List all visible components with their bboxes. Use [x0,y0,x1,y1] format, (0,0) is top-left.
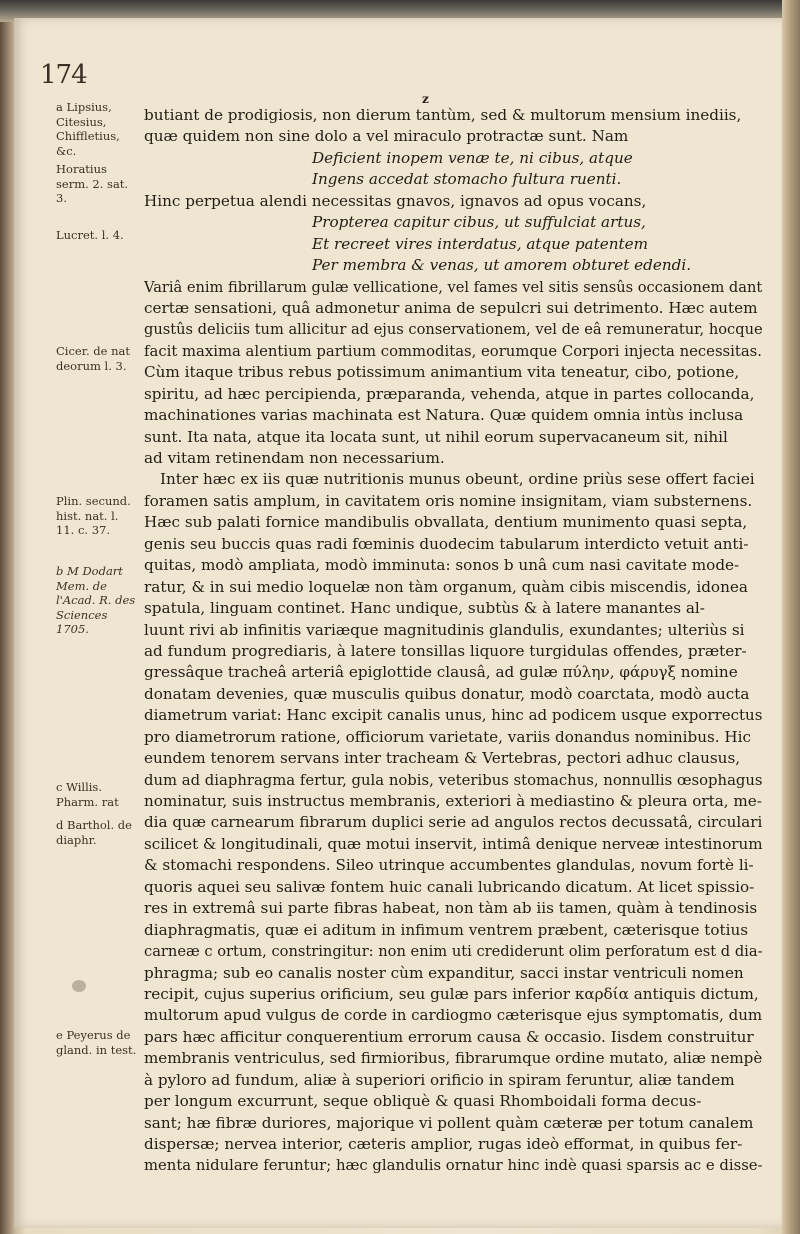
text-line: Variâ enim fibrillarum gulæ vellicatione, vel fames vel sitis sensûs occasionem dant [144,278,763,296]
text-line: gustûs deliciis tum allicitur ad ejus conservationem, vel de eâ remuneratur, hocque [144,321,763,339]
text-line: recipit, cujus superius orificium, seu gulæ pars inferior καρδία antiquis dictum, [144,984,759,1003]
text-line: quitas, modò ampliata, modò imminuta: sonos b unâ cum nasi cavitate mode- [144,556,740,575]
text-line: genis seu buccis quas radi fœminis duodecim tabularum interdicto vetuit anti- [144,534,749,553]
text-line: res in extremâ sui parte fibras habeat, non tàm ab iis tamen, quàm à tendinosis [144,899,758,918]
text-line: quoris aquei seu salivæ fontem huic canali lubricando dicatum. At licet spissio- [144,877,755,896]
text-line: dia quæ carnearum fibrarum duplici serie ad angulos rectos decussatâ, circulari [144,813,763,832]
text-line: diametrum variat: Hanc excipit canalis unus, hinc ad podicem usque exporrectus [144,706,763,725]
text-line: dum ad diaphragma fertur, gula nobis, veteribus stomachus, nonnullis œsophagus [144,771,763,789]
page-number: 174 [40,60,87,90]
text-line: carneæ c ortum, constringitur: non enim uti crediderunt olim perforatum est d dia- [144,943,763,961]
text-line: gressâque tracheâ arteriâ epiglottide clausâ, ad gulæ πύλην, φάρυγξ nomine [144,663,738,682]
text-line: Propterea capitur cibus, ut suffulciat artus, [312,213,646,232]
margin-note-bartholin: d Barthol. de diaphr. [56,818,132,847]
text-line: Per membra & venas, ut amorem obturet edendi. [312,256,692,275]
text-line: pars hæc afficitur conquerentium errorum causa & occasio. Iisdem construitur [144,1027,754,1046]
text-line: phragma; sub eo canalis noster cùm expanditur, sacci instar ventriculi nomen [144,963,744,982]
text-line: Ingens accedat stomacho fultura ruenti. [312,170,622,189]
text-line: ad fundum progrediaris, à latere tonsillas liquore turgidulas offendes, præter- [144,641,747,660]
signature-mark: z [422,92,429,106]
margin-note-peyerus: e Peyerus de gland. in test. [56,1028,137,1057]
text-line: Inter hæc ex iis quæ nutritionis munus obeunt, ordine priùs sese offert faciei [160,470,755,489]
text-line: nominatur, suis instructus membranis, exteriori à mediastino & pleura orta, me- [144,792,762,810]
text-line: facit maxima alentium partium commoditas, eorumque Corpori injecta necessitas. [144,342,762,360]
text-line: membranis ventriculus, sed firmioribus, fibrarumque ordine mutato, aliæ nempè [144,1049,763,1068]
text-line: scilicet & longitudinali, quæ motui inservit, intimâ denique nerveæ intestinorum [144,834,763,853]
margin-note-lucretius: Lucret. l. 4. [56,228,124,242]
margin-note-horatius: Horatius serm. 2. sat. 3. [56,162,129,205]
text-line: luunt rivi ab infinitis variæque magnitudinis glandulis, exundantes; ulteriùs si [144,620,745,639]
text-line: certæ sensationi, quâ admonetur anima de sepulcri sui detrimento. Hæc autem [144,298,758,317]
text-line: foramen satis amplum, in cavitatem oris nomine insignitam, viam substernens. [144,491,753,510]
text-line: sant; hæ fibræ duriores, majorique vi pollent quàm cæteræ per totum canalem [144,1113,754,1132]
text-line: donatam devenies, quæ musculis quibus donatur, modò coarctata, modò aucta [144,684,750,703]
text-line: dispersæ; nervea interior, cæteris amplior, rugas ideò efformat, in quibus fer- [144,1135,743,1153]
margin-note-willis: c Willis. Pharm. rat [56,780,119,809]
margin-note-lipsius: a Lipsius, Citesius, Chiffletius, &c. [56,100,120,158]
page-edge-shadow [782,0,800,1234]
text-line: spiritu, ad hæc percipienda, præparanda, vehenda, atque in partes collocanda, [144,384,755,403]
text-line: per longum excurrunt, seque obliquè & quasi Rhomboidali forma decus- [144,1092,702,1111]
margin-note-cicero: Cicer. de nat deorum l. 3. [56,344,130,373]
text-line: Hæc sub palati fornice mandibulis obvallata, dentium munimento quasi septa, [144,513,748,532]
text-line: ratur, & in sui medio loquelæ non tàm organum, quàm cibis miscendis, idonea [144,577,748,596]
text-line: menta nidulare feruntur; hæc glandulis ornatur hinc indè quasi sparsis ac e disse- [144,1157,763,1175]
text-line: quæ quidem non sine dolo a vel miraculo protractæ sunt. Nam [144,127,629,146]
text-line: multorum apud vulgus de corde in cardiogmo cæterisque ejus symptomatis, dum [144,1006,763,1025]
text-line: & stomachi respondens. Sileo utrinque accumbentes glandulas, novum fortè li- [144,856,754,875]
text-line: Hinc perpetua alendi necessitas gnavos, ignavos ad opus vocans, [144,191,647,210]
margin-note-plinius: Plin. secund. hist. nat. l. 11. c. 37. [56,494,131,537]
text-line: Cùm itaque tribus rebus potissimum animantium vita teneatur, cibo, potione, [144,363,740,382]
text-line: butiant de prodigiosis, non dierum tantùm, sed & multorum mensium inediis, [144,106,742,124]
margin-note-dodart: b M Dodart Mem. de l'Acad. R. des Sciences 1705. [56,564,136,636]
main-text-block [144,105,762,1177]
text-line: pro diametrorum ratione, officiorum varietate, variis donandus nominibus. Hic [144,727,752,746]
text-line: machinationes varias machinata est Natura. Quæ quidem omnia intùs inclusa [144,406,744,425]
text-line: sunt. Ita nata, atque ita locata sunt, ut nihil eorum supervacaneum sit, nihil [144,427,728,446]
text-line: Deficient inopem venæ te, ni cibus, atque [312,148,633,167]
text-line: spatula, linguam continet. Hanc undique, subtùs & à latere manantes al- [144,599,705,618]
text-line: ad vitam retinendam non necessarium. [144,449,445,467]
text-line: Et recreet vires interdatus, atque patentem [312,234,648,253]
page-stain [72,980,86,992]
text-line: à pyloro ad fundum, aliæ à superiori orificio in spiram feruntur, aliæ tandem [144,1070,735,1089]
text-line: eundem tenorem servans inter tracheam & Vertebras, pectori adhuc clausus, [144,749,741,768]
text-line: diaphragmatis, quæ ei aditum in infimum ventrem præbent, cæterisque totius [144,920,749,939]
